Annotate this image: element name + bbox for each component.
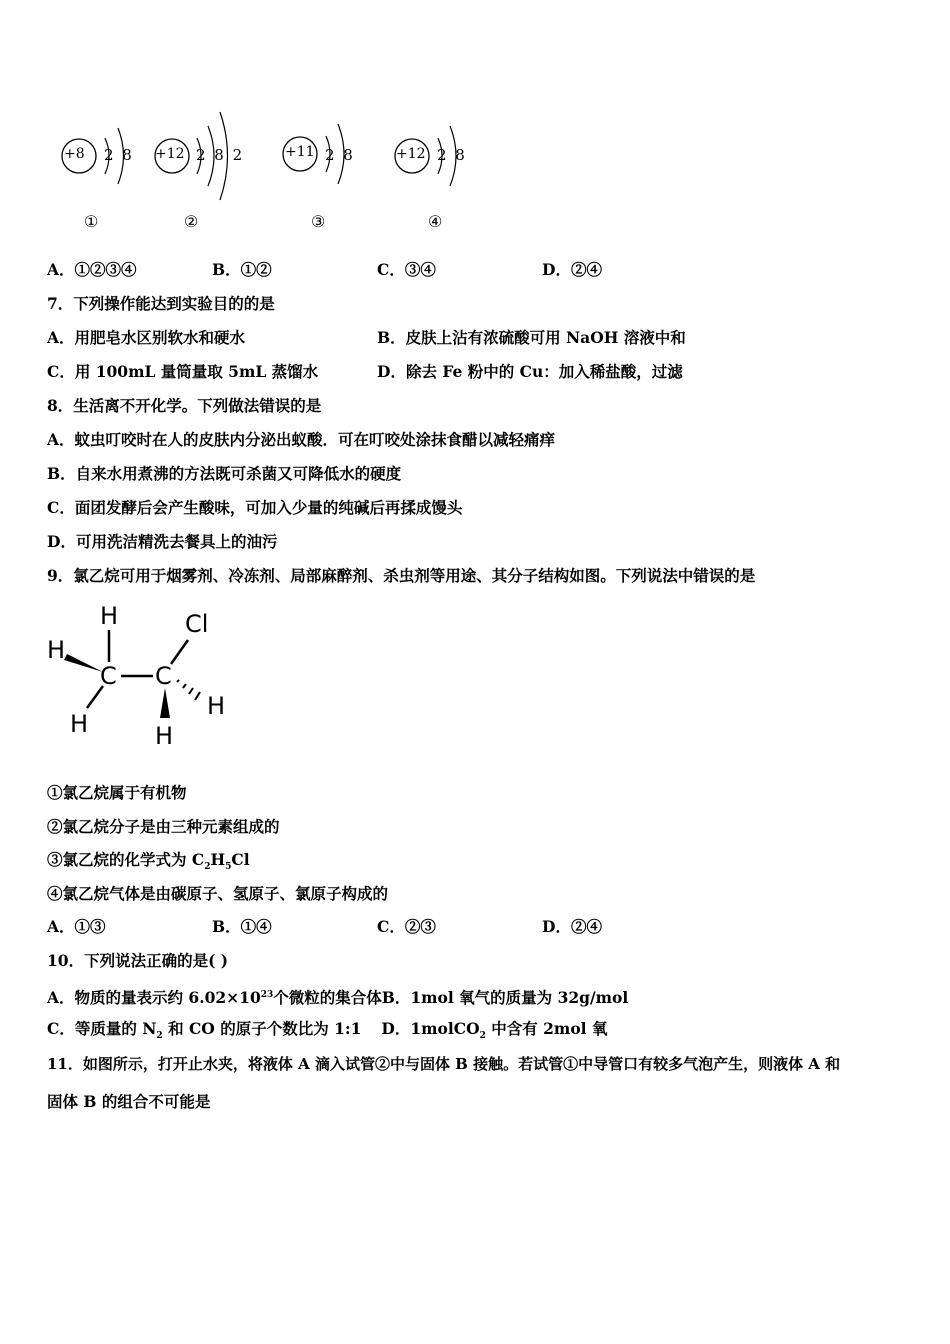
q6-option-a: A．①②③④ <box>47 260 137 279</box>
q9-option-b: B．①④ <box>212 917 272 936</box>
q9-s3-sub2: 5 <box>225 862 232 873</box>
chloroethane-structure <box>45 600 245 755</box>
q8-stem: 8．生活离不开化学。下列做法错误的是 <box>47 396 322 415</box>
atom-diagram-4 <box>390 110 480 240</box>
q10-d-post: 中含有 2mol 氧 <box>485 1019 608 1038</box>
q10-c-sub: 2 <box>156 1031 163 1042</box>
q7-stem: 7．下列操作能达到实验目的的是 <box>47 294 275 313</box>
q9-option-a: A．①③ <box>47 917 106 936</box>
q9-statement-3 <box>47 850 250 877</box>
q8-option-b: B．自来水用煮沸的方法既可杀菌又可降低水的硬度 <box>47 464 402 483</box>
atom-3-nucleus: +11 <box>285 144 315 160</box>
q10-stem: 10．下列说法正确的是( ) <box>47 951 229 970</box>
atom-h-bottom-left: H <box>70 710 89 738</box>
q10-a-post: 个微粒的集合体B．1mol 氧气的质量为 32g/mol <box>273 988 629 1008</box>
atom-diagram-2 <box>150 98 250 238</box>
q7-option-c: C．用 100mL 量筒量取 5mL 蒸馏水 <box>47 362 319 381</box>
atom-h-bottom: H <box>155 722 174 750</box>
q10-d-pre: D．1molCO <box>381 1019 480 1038</box>
q7-option-a: A．用肥皂水区别软水和硬水 <box>47 328 246 347</box>
q9-s3-pre: ③氯乙烷的化学式为 C <box>47 850 205 869</box>
q7-option-b: B．皮肤上沾有浓硫酸可用 NaOH 溶液中和 <box>377 328 686 347</box>
q9-statement-1: ①氯乙烷属于有机物 <box>47 783 187 802</box>
atom-cl: Cl <box>185 610 209 638</box>
q10-a-sup: 23 <box>260 990 274 1000</box>
atom-1-shells: 2 8 <box>104 146 132 164</box>
q8-option-d: D．可用洗洁精洗去餐具上的油污 <box>47 532 278 551</box>
atom-h-left: H <box>47 636 66 664</box>
q10-c-pre: C．等质量的 N <box>47 1019 157 1038</box>
atom-4-nucleus: +12 <box>396 146 426 162</box>
q11-stem-line2: 固体 B 的组合不可能是 <box>47 1092 211 1111</box>
atom-2-shells: 2 8 2 <box>196 146 243 164</box>
atom-h-right: H <box>207 692 226 720</box>
atom-2-nucleus: +12 <box>155 146 185 162</box>
atom-3-number: ③ <box>311 212 326 231</box>
q10-a-pre: A．物质的量表示约 6.02×10 <box>47 988 261 1008</box>
q8-option-a: A．蚊虫叮咬时在人的皮肤内分泌出蚁酸．可在叮咬处涂抹食醋以减轻痛痒 <box>47 430 556 449</box>
atom-2-number: ② <box>184 212 199 231</box>
atom-c2: C <box>155 662 172 690</box>
atom-diagram-3 <box>280 110 370 240</box>
atom-4-number: ④ <box>428 212 443 231</box>
q10-options-ab <box>47 985 628 1008</box>
q9-s3-post: Cl <box>231 850 250 869</box>
atom-4-shells: 2 8 <box>437 146 465 164</box>
q8-option-c: C．面团发酵后会产生酸味，可加入少量的纯碱后再揉成馒头 <box>47 498 463 517</box>
q9-statement-2: ②氯乙烷分子是由三种元素组成的 <box>47 817 280 836</box>
atom-1-nucleus: +8 <box>64 146 85 162</box>
atom-3-shells: 2 8 <box>325 146 353 164</box>
q6-option-c: C．③④ <box>377 260 436 279</box>
q11-stem-line1: 11．如图所示，打开止水夹，将液体 A 滴入试管②中与固体 B 接触。若试管①中导管口有较多气泡产生，则液体 A 和 <box>47 1055 841 1073</box>
q7-option-d: D．除去 Fe 粉中的 Cu：加入稀盐酸，过滤 <box>377 362 683 381</box>
q10-options-cd <box>47 1019 607 1046</box>
q10-d-sub: 2 <box>479 1031 486 1042</box>
q9-stem: 9．氯乙烷可用于烟雾剂、冷冻剂、局部麻醉剂、杀虫剂等用途、其分子结构如图。下列说法中错误的是 <box>47 566 756 585</box>
q9-statement-4: ④氯乙烷气体是由碳原子、氢原子、氯原子构成的 <box>47 884 389 903</box>
q9-s3-sub1: 2 <box>204 862 211 873</box>
atom-1-number: ① <box>84 212 99 231</box>
atom-c1: C <box>100 662 117 690</box>
q9-s3-mid: H <box>210 850 226 869</box>
atom-h-top: H <box>100 602 119 630</box>
q6-option-d: D．②④ <box>542 260 602 279</box>
q9-option-c: C．②③ <box>377 917 436 936</box>
q10-c-post: 和 CO 的原子个数比为 1:1 <box>162 1019 362 1038</box>
q9-option-d: D．②④ <box>542 917 602 936</box>
q6-option-b: B．①② <box>212 260 272 279</box>
atom-diagram-1 <box>55 110 145 240</box>
